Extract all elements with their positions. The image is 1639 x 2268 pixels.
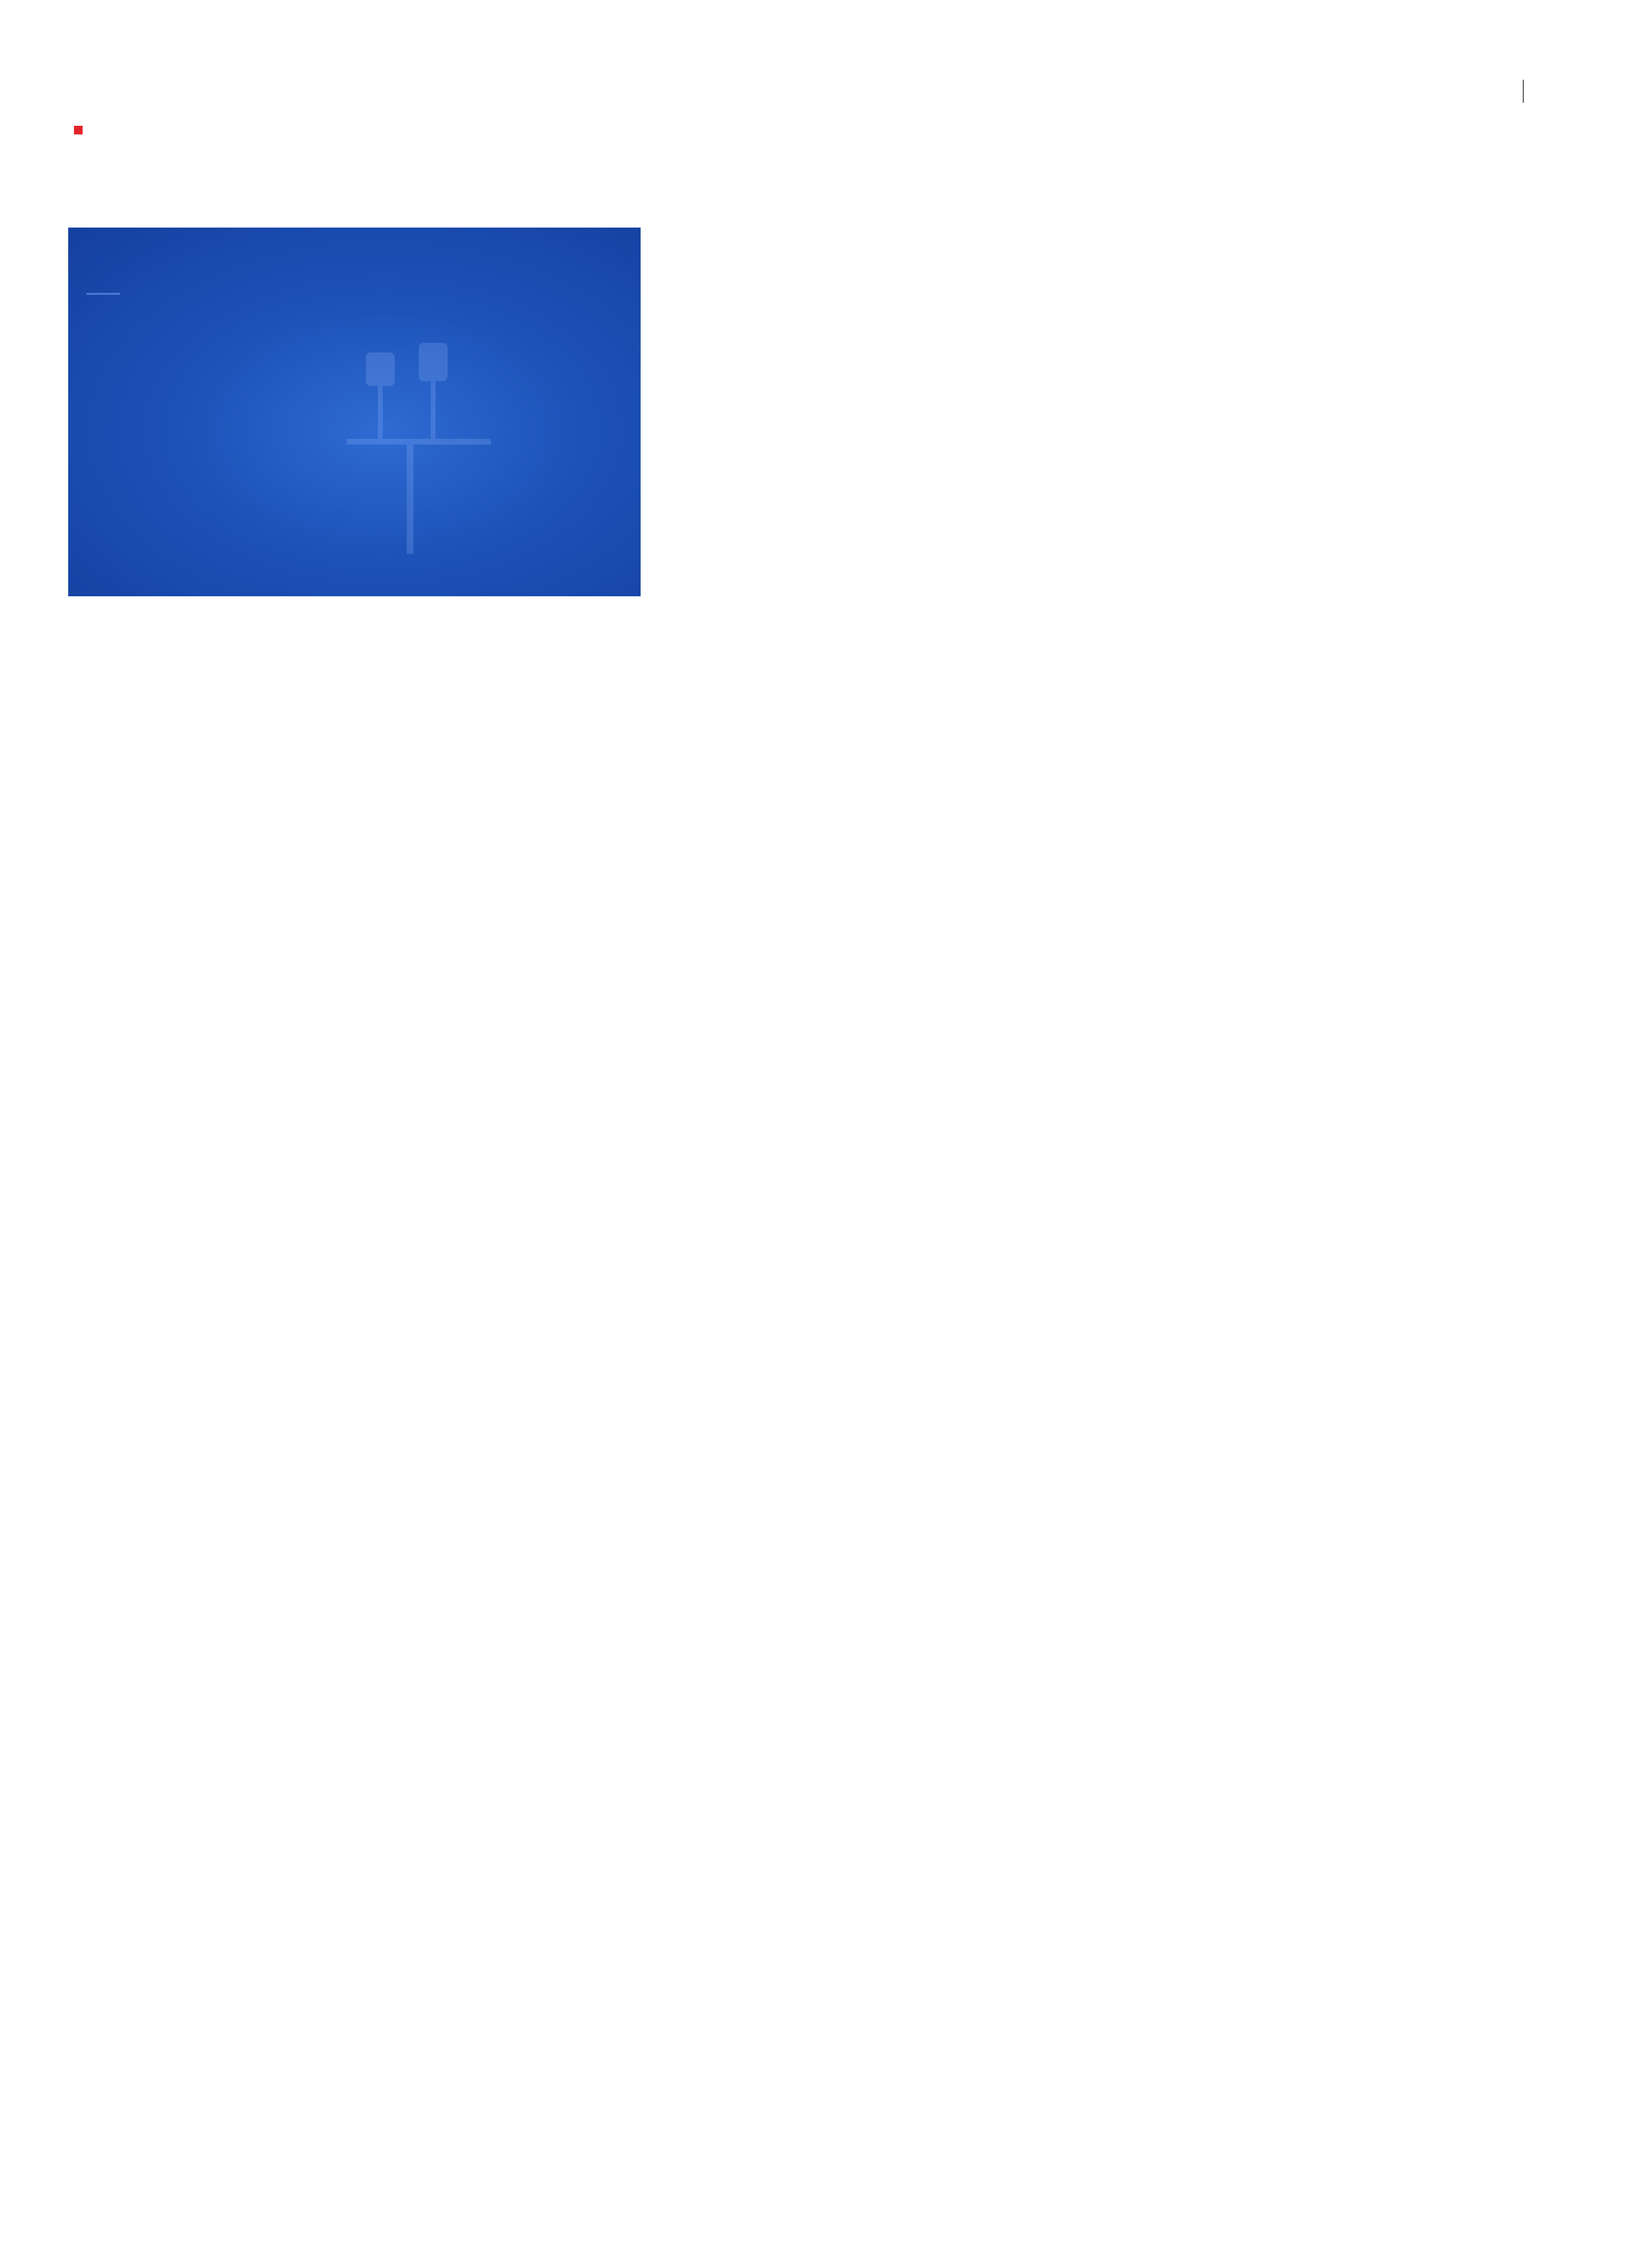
section-dot-icon [74, 126, 83, 134]
weather-station-icon [337, 333, 539, 554]
section-title [68, 126, 83, 141]
divider [1523, 80, 1524, 103]
precipitation-infographic [68, 228, 641, 596]
divider [86, 293, 120, 295]
date-line [1510, 80, 1553, 103]
